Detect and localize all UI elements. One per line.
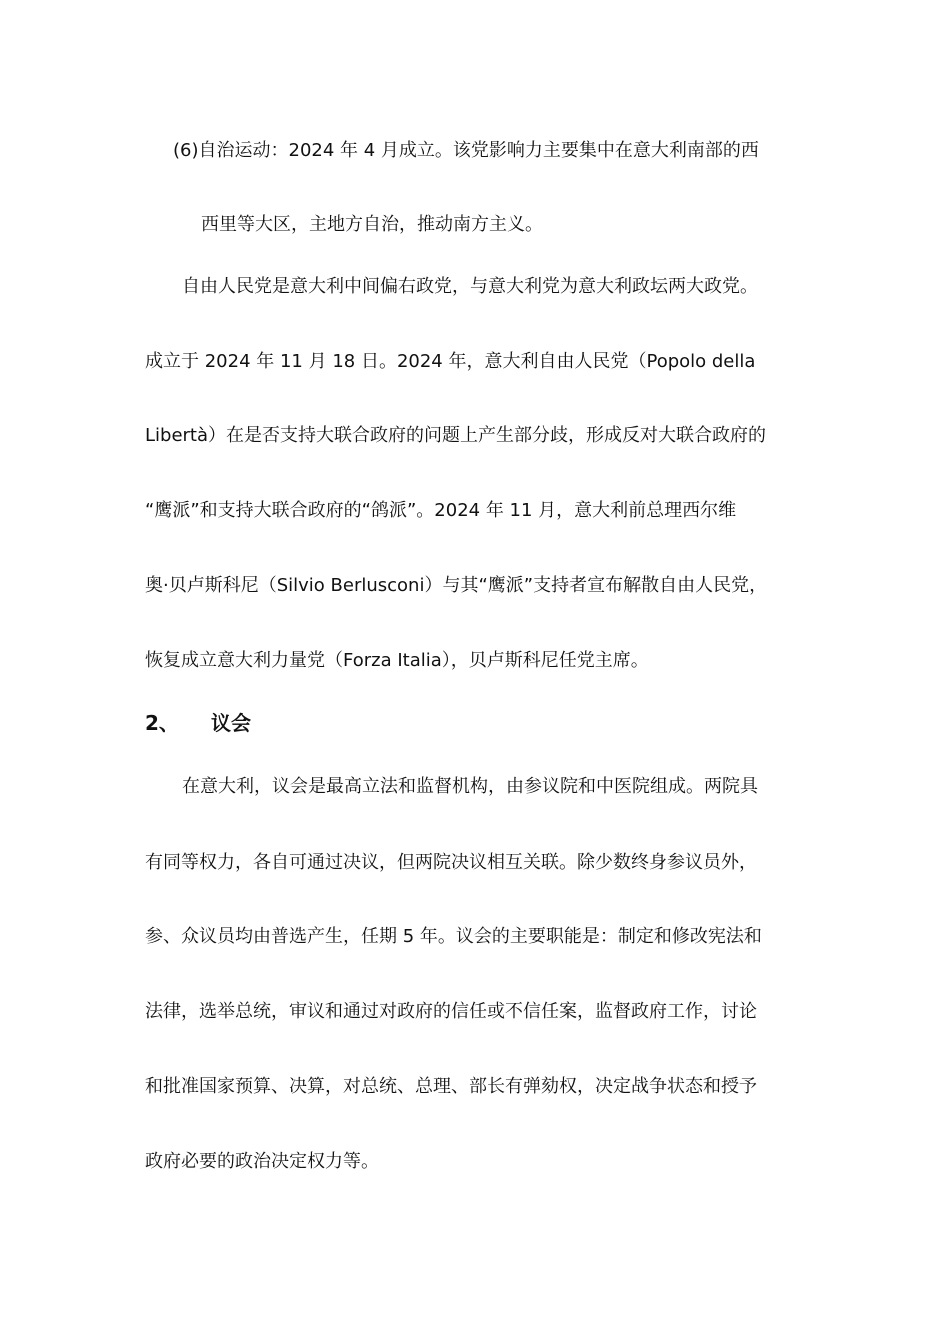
- parliament-paragraph-line-1: 在意大利，议会是最高立法和监督机构，由参议院和中医院组成。两院具: [182, 776, 758, 797]
- parliament-paragraph-line-3: 参、众议员均由普选产生，任期 5 年。议会的主要职能是：制定和修改宪法和: [145, 926, 762, 947]
- pdl-paragraph-line-5: 奥·贝卢斯科尼（Silvio Berlusconi）与其“鹰派”支持者宣布解散自由人民党，: [145, 575, 768, 596]
- section-number: 2、: [145, 711, 179, 735]
- section-heading: [145, 710, 251, 736]
- parliament-paragraph-line-6: 政府必要的政治决定权力等。: [145, 1151, 379, 1172]
- item6-line-2: 西里等大区，主地方自治，推动南方主义。: [201, 214, 543, 235]
- pdl-paragraph-line-3: Libertà）在是否支持大联合政府的问题上产生部分歧，形成反对大联合政府的: [145, 425, 767, 446]
- pdl-paragraph-line-6: 恢复成立意大利力量党（Forza Italia），贝卢斯科尼任党主席。: [145, 650, 649, 671]
- pdl-paragraph-line-1: 自由人民党是意大利中间偏右政党，与意大利党为意大利政坛两大政党。: [182, 276, 758, 297]
- pdl-paragraph-line-4: “鹰派”和支持大联合政府的“鸽派”。2024 年 11 月，意大利前总理西尔维: [145, 500, 737, 521]
- pdl-paragraph-line-2: 成立于 2024 年 11 月 18 日。2024 年，意大利自由人民党（Popolo della: [145, 351, 756, 372]
- parliament-paragraph-line-5: 和批准国家预算、决算，对总统、总理、部长有弹劾权，决定战争状态和授予: [145, 1076, 757, 1097]
- section-title: 议会: [211, 711, 251, 735]
- item6-line-1: (6)自治运动：2024 年 4 月成立。该党影响力主要集中在意大利南部的西: [173, 140, 759, 161]
- parliament-paragraph-line-2: 有同等权力，各自可通过决议，但两院决议相互关联。除少数终身参议员外，: [145, 852, 757, 873]
- parliament-paragraph-line-4: 法律，选举总统，审议和通过对政府的信任或不信任案，监督政府工作，讨论: [145, 1001, 757, 1022]
